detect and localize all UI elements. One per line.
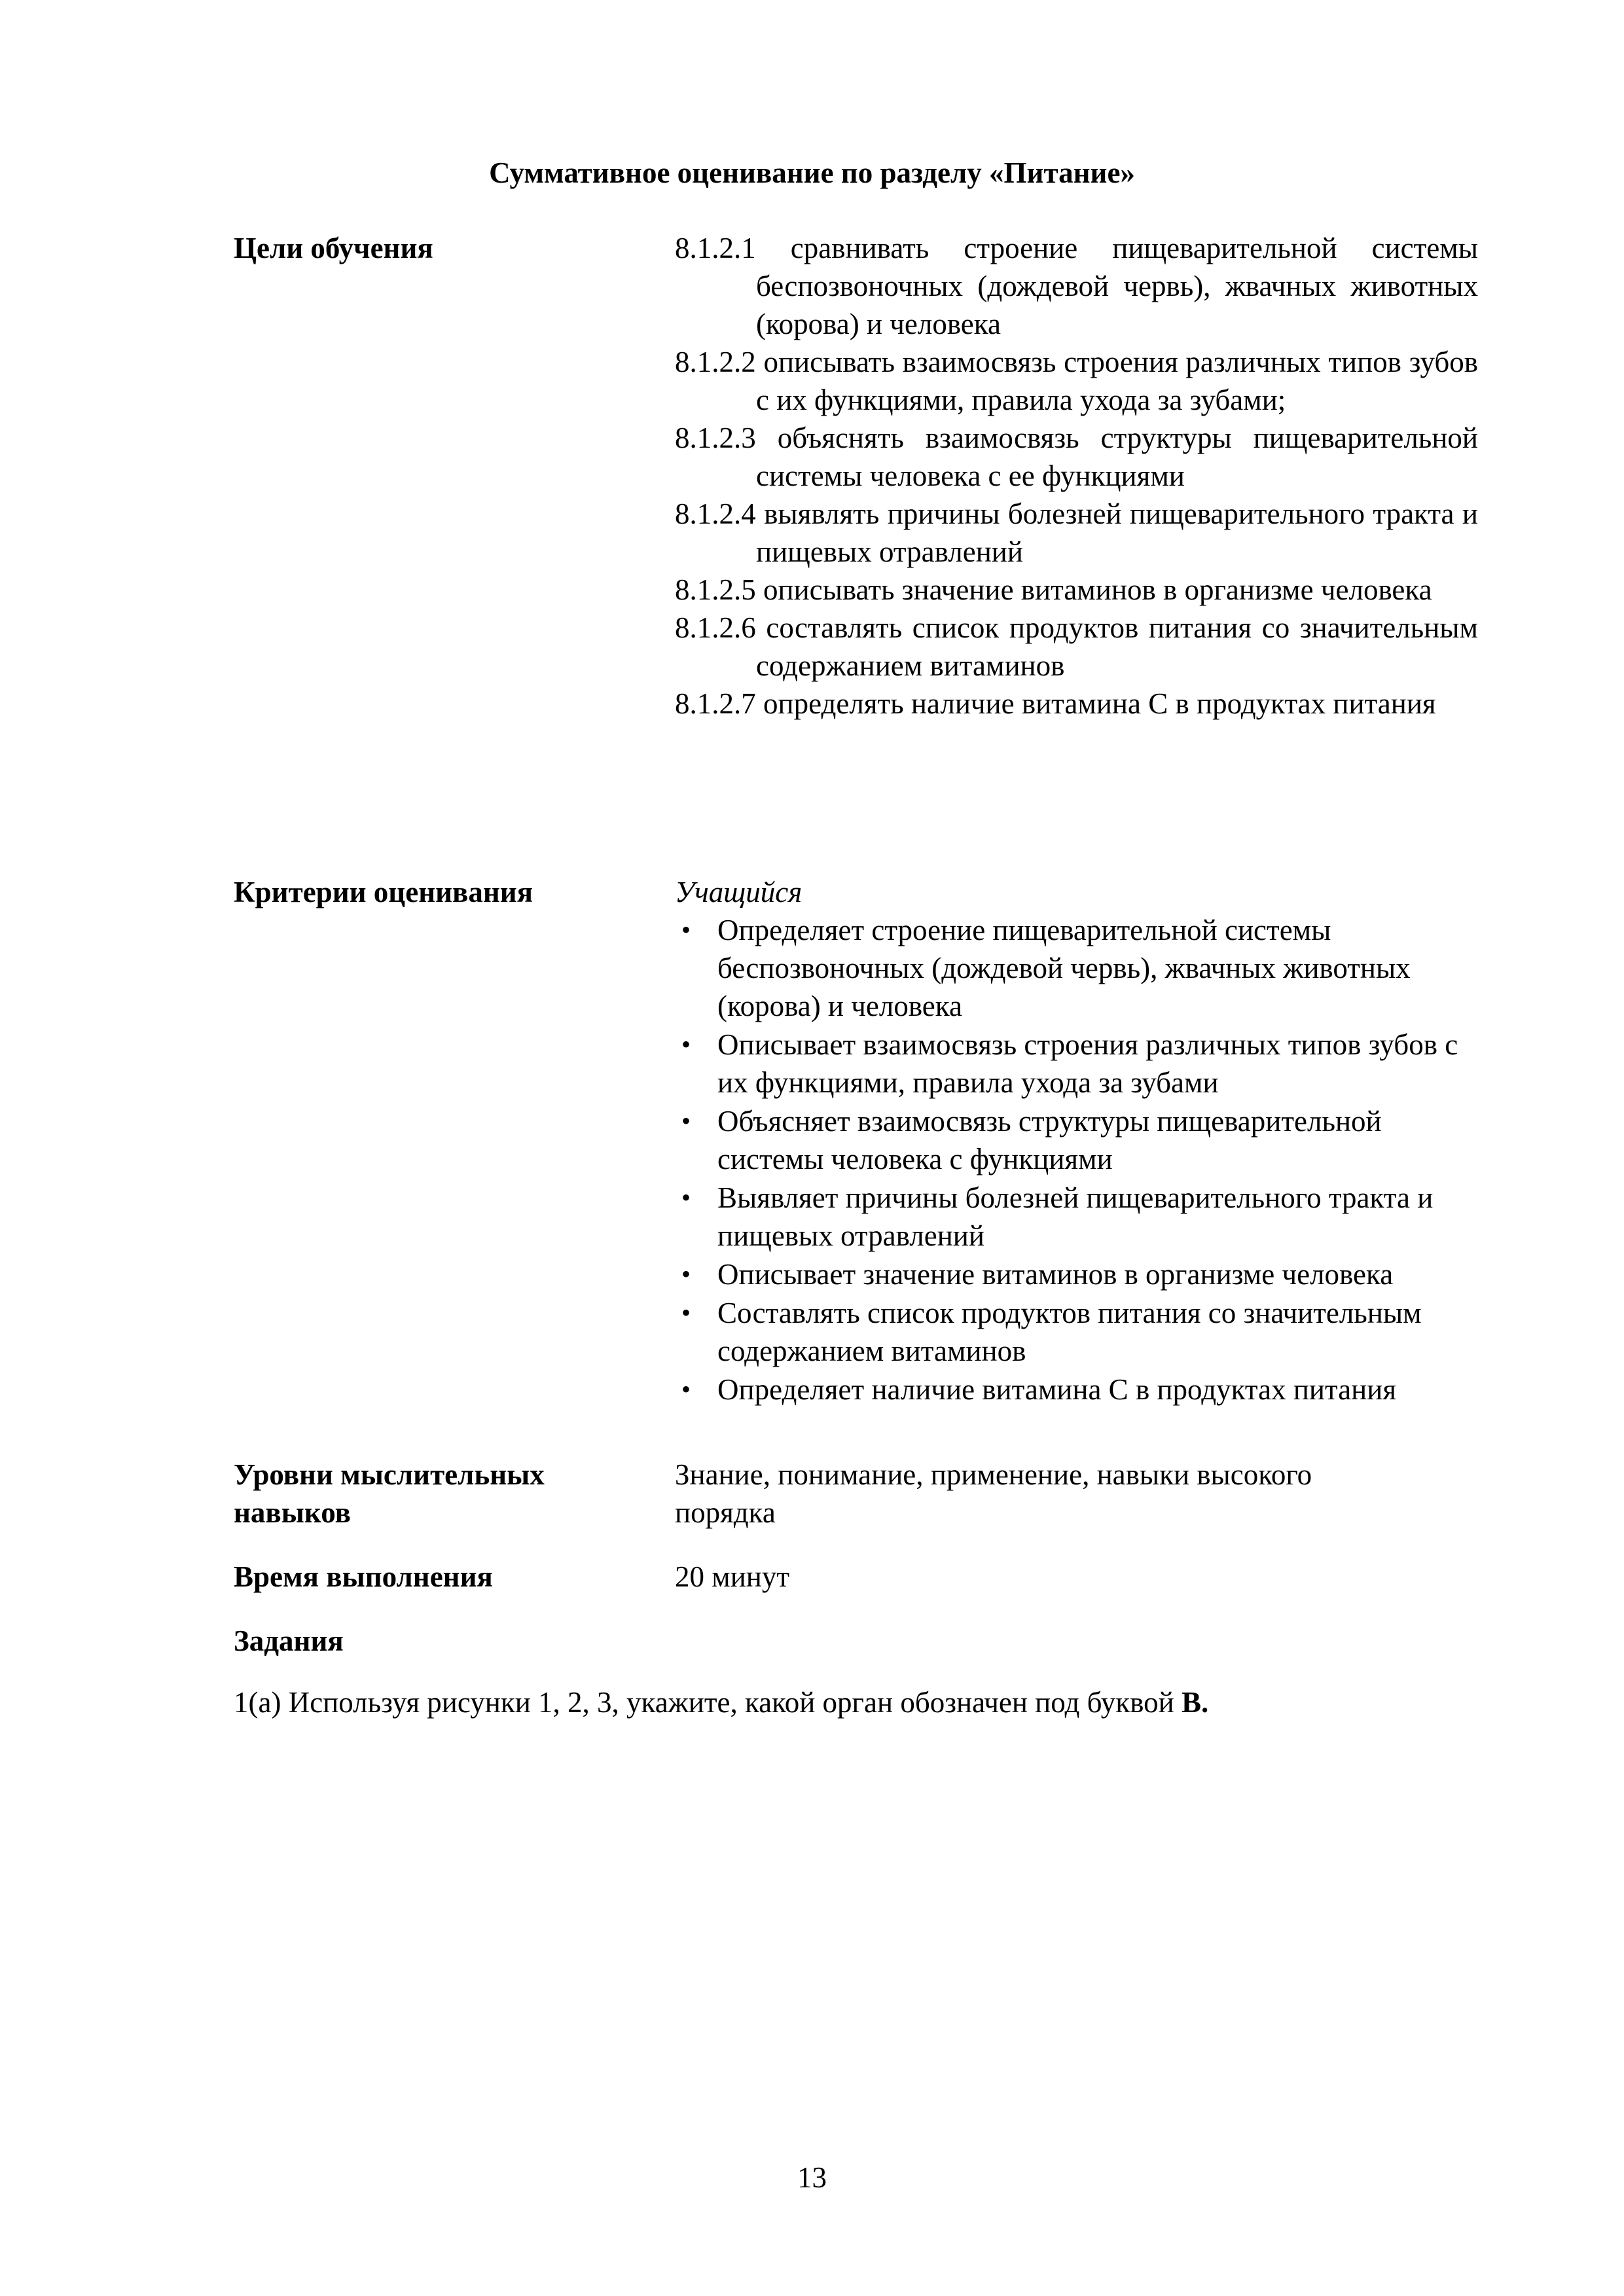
criterion-item [675,1179,1478,1255]
bullet-icon: • [681,1259,691,1289]
criterion-text: Определяет строение пищеварительной системы беспозвоночных (дождевой червь), жвачных животных (корова) и человека [717,914,1411,1022]
objectives-label: Цели обучения [234,232,433,264]
bullet-icon: • [681,1298,691,1327]
bullet-icon: • [681,915,691,944]
thinking-levels-label-line1: Уровни мыслительных [234,1458,545,1491]
task-1a-text: 1(а) Используя рисунки 1, 2, 3, укажите, какой орган обозначен под буквой [234,1686,1182,1719]
objective-item: 8.1.2.2 описывать взаимосвязь строения различных типов зубов с их функциями, правила ухода за зубами; [675,346,1478,416]
objective-item: 8.1.2.5 описывать значение витаминов в организме человека [675,573,1432,606]
objective-item: 8.1.2.3 объяснять взаимосвязь структуры пищеварительной системы человека с ее функциями [675,422,1478,492]
thinking-levels-value-line1: Знание, понимание, применение, навыки высокого [675,1458,1312,1491]
criterion-text: Определяет наличие витамина С в продуктах питания [717,1373,1397,1406]
page-number: 13 [797,2161,827,2194]
thinking-levels-value-line2: порядка [675,1496,776,1529]
tasks-heading: Задания [234,1624,344,1657]
criterion-text: Выявляет причины болезней пищеварительного тракта и пищевых отравлений [717,1181,1434,1252]
thinking-levels-label [234,1456,545,1532]
objective-item: 8.1.2.4 выявлять причины болезней пищеварительного тракта и пищевых отравлений [675,497,1478,568]
criterion-item [675,1102,1478,1178]
bullet-icon: • [681,1183,691,1212]
objective-item: 8.1.2.1 сравнивать строение пищеварительной системы беспозвоночных (дождевой червь), жвачных животных (корова) и человека [675,232,1478,340]
bullet-icon: • [681,1106,691,1136]
criteria-intro: Учащийся [675,876,803,908]
thinking-levels-value [675,1456,1478,1532]
criterion-item [675,911,1478,1025]
criterion-item [675,1255,1478,1293]
bullet-icon: • [681,1374,691,1404]
objective-item: 8.1.2.6 составлять список продуктов питания со значительным содержанием витаминов [675,611,1478,682]
criteria-block [675,873,1478,1409]
bullet-icon: • [681,1030,691,1059]
criteria-label: Критерии оценивания [234,876,533,908]
duration-value: 20 минут [675,1560,790,1593]
criterion-text: Объясняет взаимосвязь структуры пищеварительной системы человека с функциями [717,1105,1382,1175]
task-1a-bold: В. [1181,1686,1209,1719]
duration-label: Время выполнения [234,1560,493,1593]
criterion-item [675,1026,1478,1102]
thinking-levels-label-line2: навыков [234,1496,351,1529]
task-1a [234,1683,1477,1721]
criterion-item [675,1294,1478,1370]
page-title: Суммативное оценивание по разделу «Питание» [489,156,1135,189]
criterion-text: Описывает взаимосвязь строения различных типов зубов с их функциями, правила ухода за зубами [717,1028,1458,1099]
criterion-item [675,1371,1478,1408]
objective-item: 8.1.2.7 определять наличие витамина С в продуктах питания [675,687,1436,720]
objectives-list [675,229,1478,723]
criteria-list [675,911,1478,1408]
criterion-text: Составлять список продуктов питания со значительным содержанием витаминов [717,1297,1422,1367]
criterion-text: Описывает значение витаминов в организме человека [717,1258,1394,1291]
